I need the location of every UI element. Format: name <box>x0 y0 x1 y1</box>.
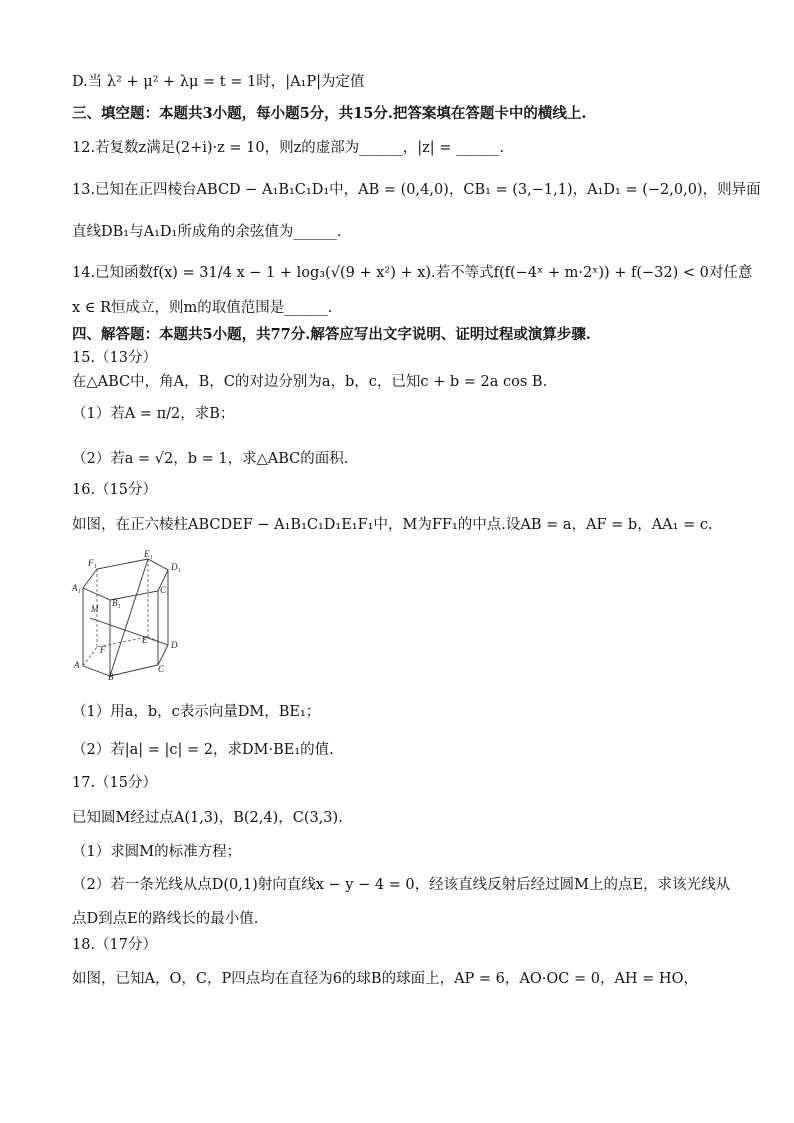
label-e1: E₁ <box>144 549 153 559</box>
question-16-heading: 16.（15分） <box>72 482 158 498</box>
option-d: D.当 λ² + μ² + λμ = t = 1时，|A₁P|为定值 <box>72 74 365 90</box>
label-a: A <box>74 660 80 670</box>
bottom-visible-edges <box>83 645 168 676</box>
label-a1: A₁ <box>72 583 81 593</box>
hexagonal-prism-figure <box>70 548 195 680</box>
question-15-heading: 15.（13分） <box>72 350 158 366</box>
label-f: F <box>100 645 106 655</box>
question-17-part2-line1: （2）若一条光线从点D(0,1)射向直线x − y − 4 = 0，经该直线反射后经过圆M上的点E，求该光线从 <box>72 877 731 893</box>
label-b1: B₁ <box>112 598 121 608</box>
label-c1: C₁ <box>160 585 170 595</box>
label-d1: D₁ <box>171 562 181 572</box>
bottom-hidden-edges <box>83 637 168 666</box>
question-17-part1: （1）求圆M的标准方程； <box>72 844 242 860</box>
question-17-stem: 已知圆M经过点A(1,3)，B(2,4)，C(3,3). <box>72 810 343 826</box>
question-15-stem: 在△ABC中，角A，B，C的对边分别为a，b，c，已知c + b = 2a cos B. <box>72 374 548 390</box>
label-f1: F₁ <box>88 558 97 568</box>
section-3-heading: 三、填空题：本题共3小题，每小题5分，共15分.把答案填在答题卡中的横线上. <box>72 105 587 122</box>
label-e: E <box>142 635 148 645</box>
line-be1 <box>110 559 148 676</box>
question-17-heading: 17.（15分） <box>72 775 158 791</box>
question-18-stem: 如图，已知A，O，C，P四点均在直径为6的球B的球面上，AP = 6，AO·OC = 0，AH = HO， <box>72 971 698 987</box>
question-13-line2: 直线DB₁与A₁D₁所成角的余弦值为______. <box>72 224 342 240</box>
question-12: 12.若复数z满足(2+i)·z = 10，则z的虚部为______，|z| = ______. <box>72 140 505 156</box>
question-16-part2: （2）若|a| = |c| = 2，求DM·BE₁的值. <box>72 742 334 758</box>
question-14-line1: 14.已知函数f(x) = 31/4 x − 1 + log₃(√(9 + x²) + x).若不等式f(f(−4ˣ + m·2ˣ)) + f(−32) < 0对任意 <box>72 265 753 281</box>
question-16-part1: （1）用a，b，c表示向量DM，BE₁； <box>72 704 321 720</box>
label-b: B <box>108 672 114 680</box>
question-15-part1: （1）若A = π/2，求B； <box>72 406 235 422</box>
label-c: C <box>158 664 165 674</box>
question-16-stem: 如图，在正六棱柱ABCDEF − A₁B₁C₁D₁E₁F₁中，M为FF₁的中点.设AB = a，AF = b，AA₁ = c. <box>72 517 713 533</box>
question-15-part2: （2）若a = √2，b = 1，求△ABC的面积. <box>72 451 349 467</box>
question-13-line1: 13.已知在正四棱台ABCD − A₁B₁C₁D₁中，AB = (0,4,0)，CB₁ = (3,−1,1)，A₁D₁ = (−2,0,0)，则异面 <box>72 182 761 198</box>
section-4-heading: 四、解答题：本题共5小题，共77分.解答应写出文字说明、证明过程或演算步骤. <box>72 326 591 343</box>
question-14-line2: x ∈ R恒成立，则m的取值范围是______. <box>72 300 333 316</box>
question-18-heading: 18.（17分） <box>72 937 158 953</box>
label-d: D <box>171 640 178 650</box>
question-17-part2-line2: 点D到点E的路线长的最小值. <box>72 911 259 927</box>
label-m: M <box>91 604 99 614</box>
